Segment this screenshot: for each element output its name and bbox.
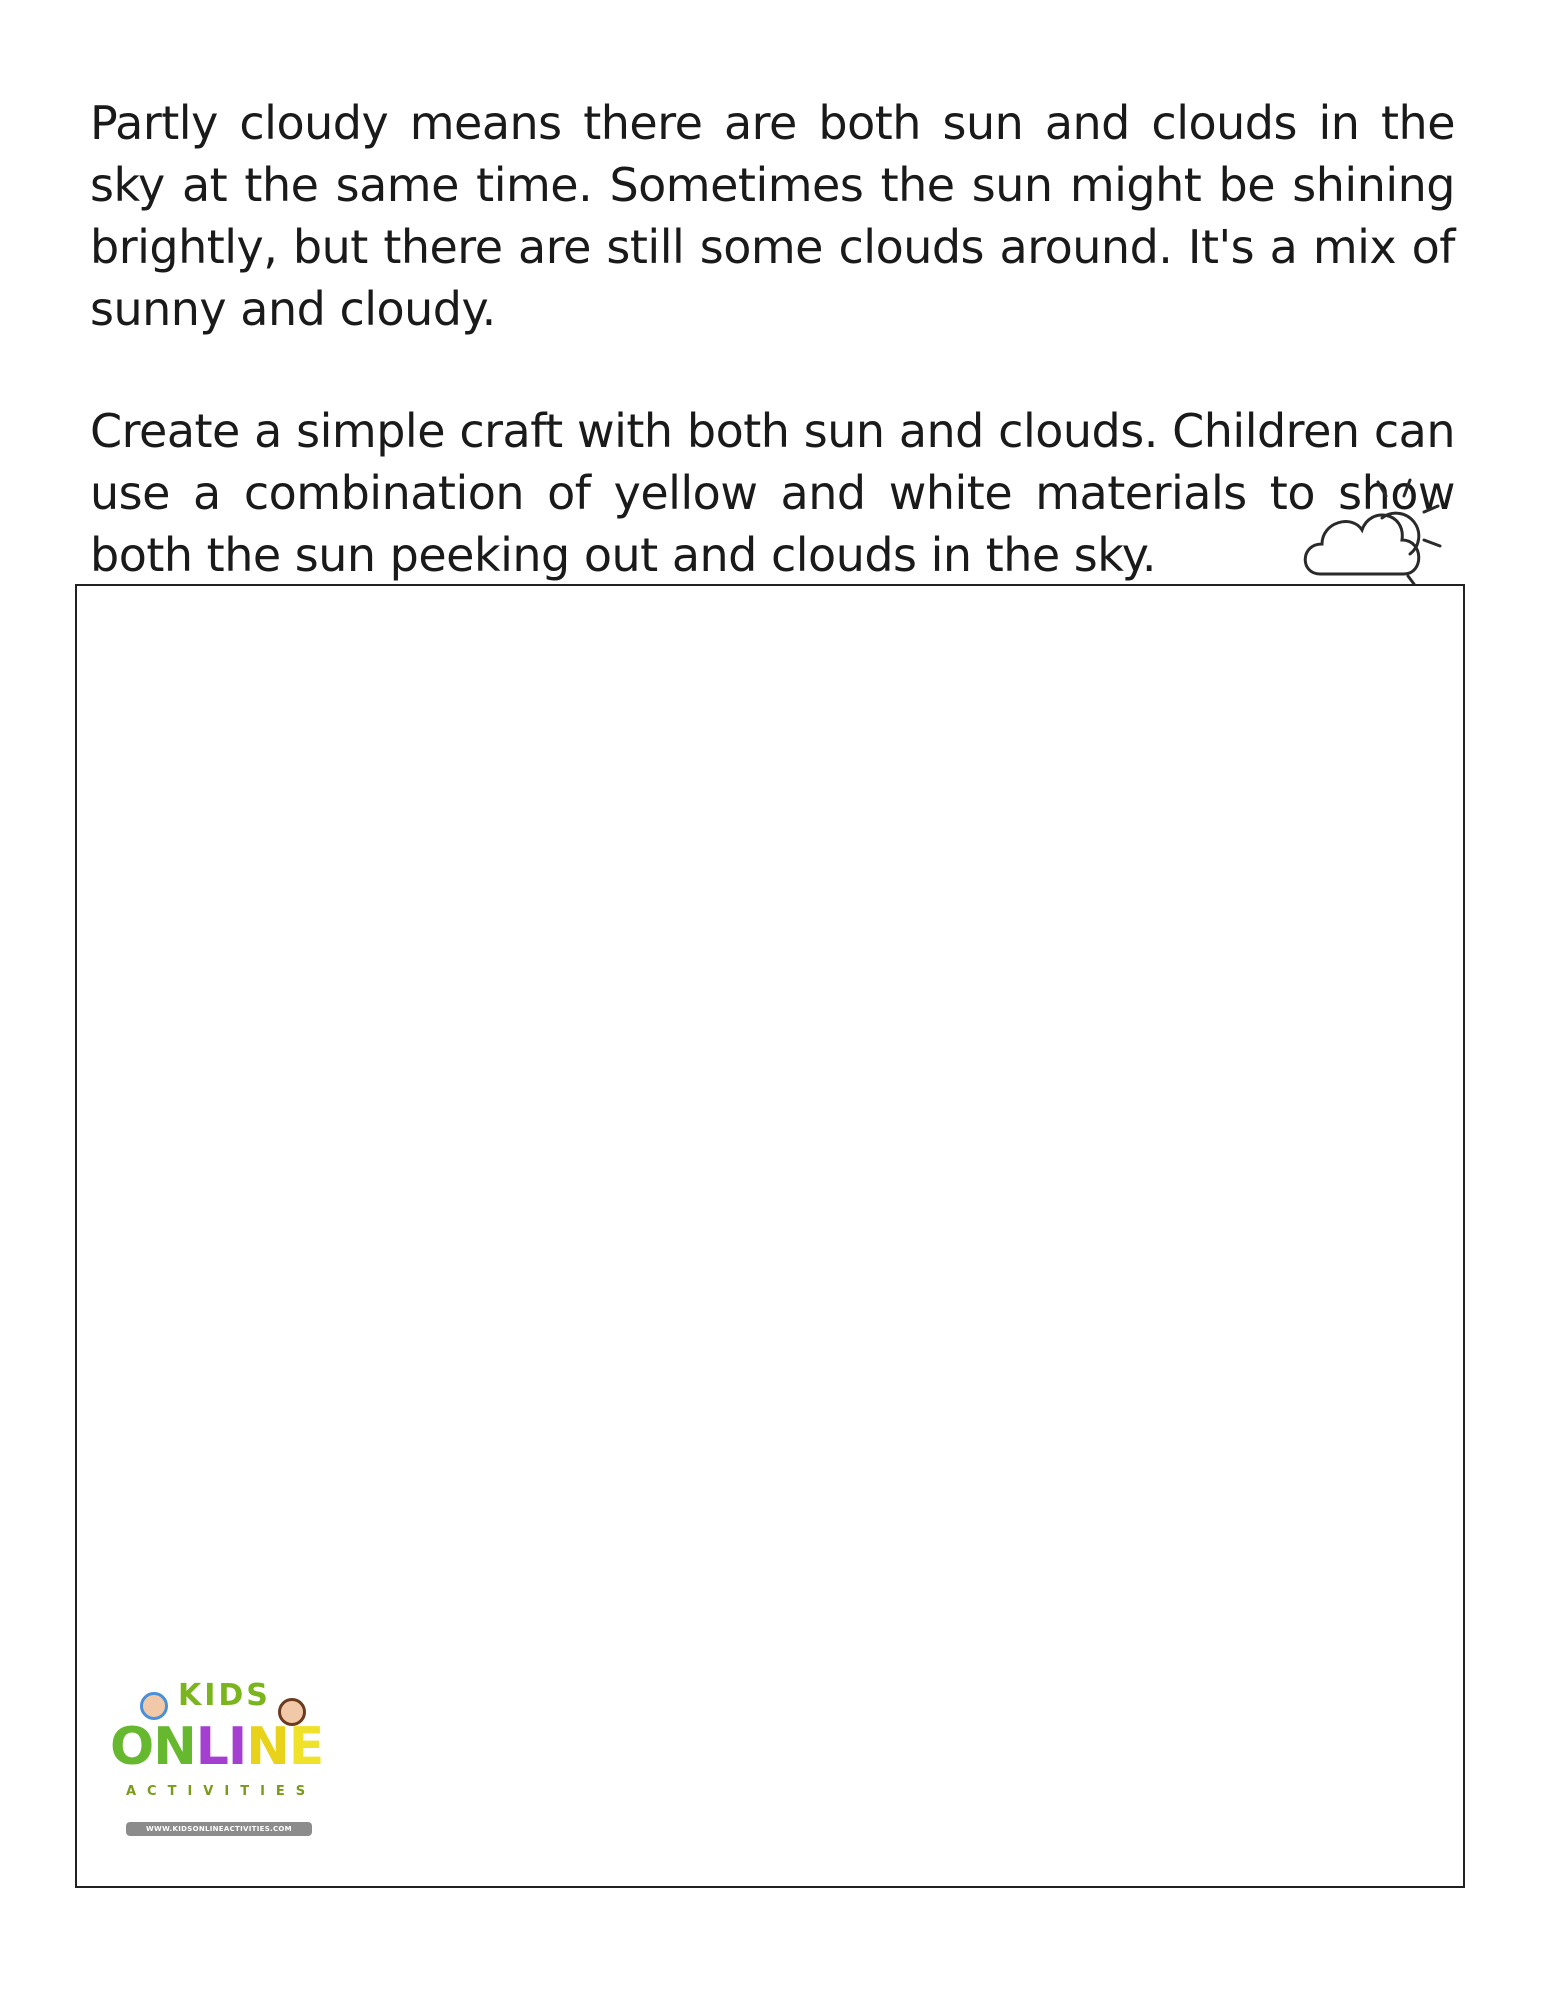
logo-letter: O: [110, 1717, 154, 1777]
logo-letter: N: [246, 1717, 289, 1777]
logo-online-text: [110, 1718, 323, 1776]
logo-activities-text: ACTIVITIES: [126, 1784, 317, 1799]
logo-url-badge: WWW.KIDSONLINEACTIVITIES.COM: [126, 1822, 312, 1836]
intro-paragraph: Partly cloudy means there are both sun and clouds in the sky at the same time. Sometimes the sun might be shining brightly, but there are still some clouds around. It's a mix of sunny and cloudy.: [90, 96, 1455, 336]
logo-kids-text: KIDS: [178, 1678, 271, 1713]
instruction-paragraph: Create a simple craft with both sun and clouds. Children can use a combination of yellow and white materials to show both the sun peeking out and clouds in the sky.: [90, 404, 1455, 582]
kids-online-activities-logo: [110, 1678, 335, 1848]
logo-letter: E: [288, 1717, 324, 1777]
logo-letter: N: [153, 1717, 196, 1777]
partly-cloudy-icon: [1300, 478, 1470, 590]
logo-letter: I: [227, 1717, 247, 1777]
logo-letter: L: [195, 1717, 228, 1777]
kid-face-left-icon: [140, 1692, 168, 1720]
